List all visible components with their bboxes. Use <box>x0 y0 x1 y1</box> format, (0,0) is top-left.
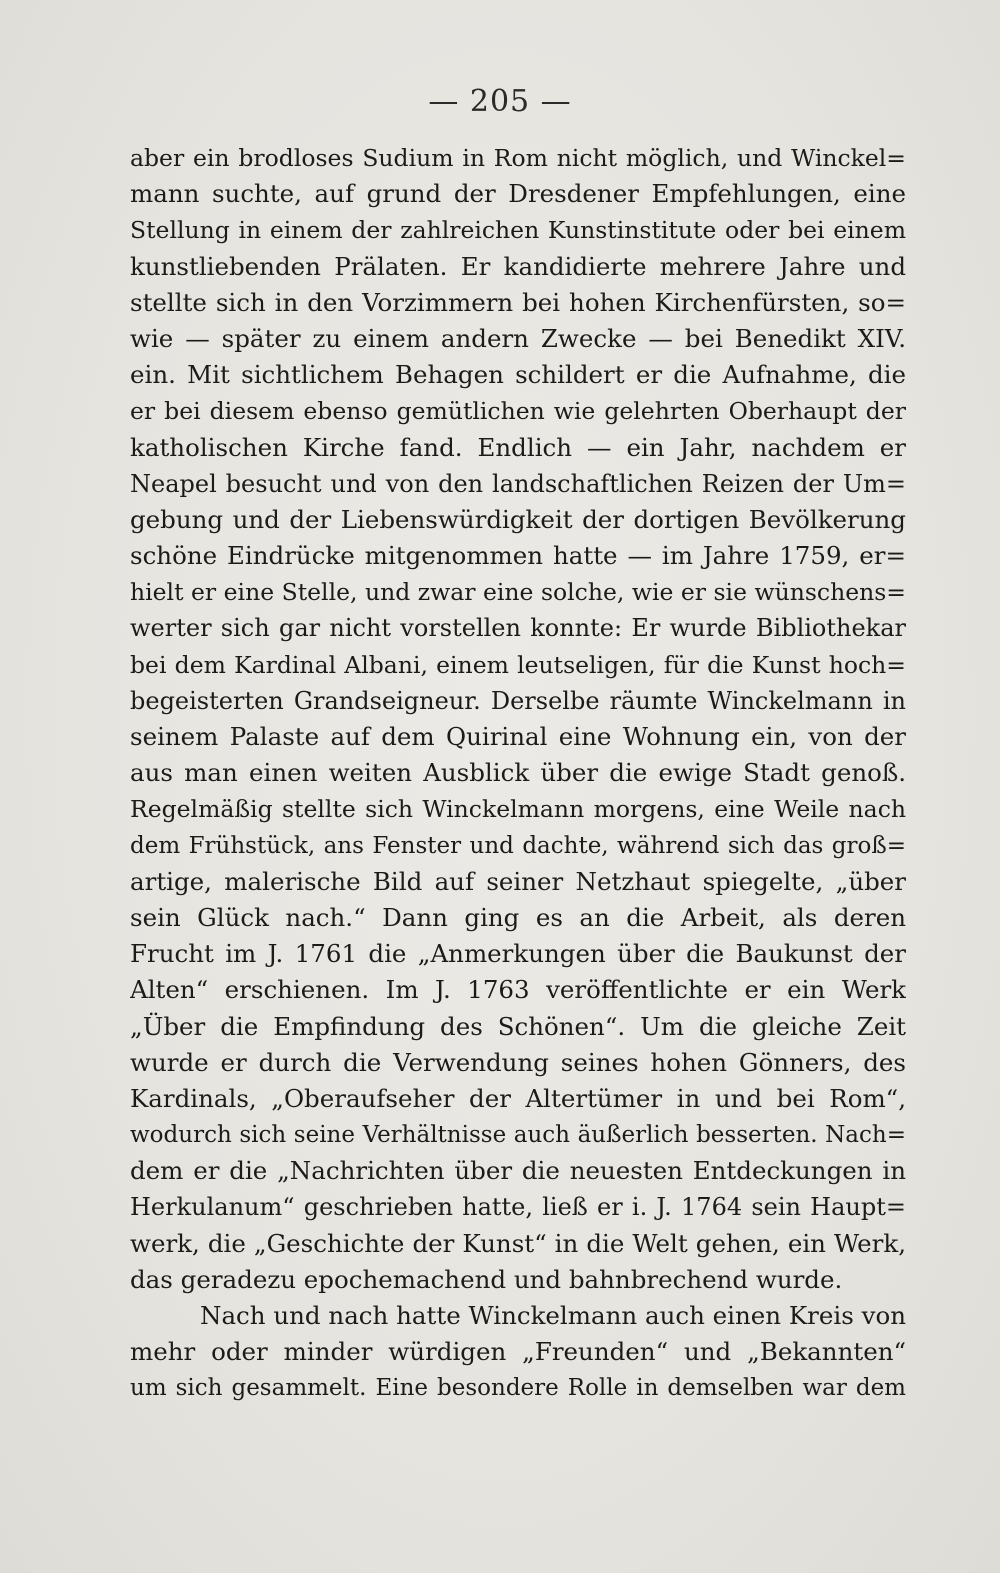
text-line: artige, malerische Bild auf seiner Netzhaut spiegelte, „über <box>130 866 906 896</box>
body-text <box>130 140 906 1407</box>
text-line: dem Frühstück, ans Fenster und dachte, während sich das groß= <box>130 832 906 859</box>
text-line: dem er die „Nachrichten über die neuesten Entdeckungen in <box>130 1156 906 1186</box>
text-line: um sich gesammelt. Eine besondere Rolle in demselben war dem <box>130 1375 906 1402</box>
text-line: Herkulanum“ geschrieben hatte, ließ er i. J. 1764 sein Haupt= <box>130 1193 906 1222</box>
text-line: wurde er durch die Verwendung seines hohen Gönners, des <box>130 1047 906 1077</box>
text-line: kunstliebenden Prälaten. Er kandidierte mehrere Jahre und <box>130 251 906 281</box>
text-line: Nach und nach hatte Winckelmann auch einen Kreis von <box>200 1301 906 1330</box>
text-line: mann suchte, auf grund der Dresdener Empfehlungen, eine <box>130 179 906 209</box>
text-line: begeisterten Grandseigneur. Derselbe räumte Winckelmann in <box>130 686 906 715</box>
text-line: wodurch sich seine Verhältnisse auch äußerlich besserten. Nach= <box>130 1122 906 1149</box>
text-line: stellte sich in den Vorzimmern bei hohen Kirchenfürsten, so= <box>130 287 906 317</box>
text-line: bei dem Kardinal Albani, einem leutseligen, für die Kunst hoch= <box>130 650 906 679</box>
text-line: schöne Eindrücke mitgenommen hatte — im Jahre 1759, er= <box>130 541 906 571</box>
text-line: aus man einen weiten Ausblick über die ewige Stadt genoß. <box>130 758 906 788</box>
text-line: Regelmäßig stellte sich Winckelmann morgens, eine Weile nach <box>130 795 906 824</box>
text-line: sein Glück nach.“ Dann ging es an die Arbeit, als deren <box>130 902 906 932</box>
text-line: mehr oder minder würdigen „Freunden“ und „Bekannten“ <box>130 1337 906 1367</box>
text-line: er bei diesem ebenso gemütlichen wie gelehrten Oberhaupt der <box>130 397 906 426</box>
text-line: werk, die „Geschichte der Kunst“ in die Welt gehen, ein Werk, <box>130 1228 906 1258</box>
text-line: „Über die Empfindung des Schönen“. Um die gleiche Zeit <box>130 1011 906 1041</box>
text-line: das geradezu epochemachend und bahnbrechend wurde. <box>130 1264 843 1294</box>
text-line: werter sich gar nicht vorstellen konnte: Er wurde Bibliothekar <box>130 614 906 643</box>
text-line: hielt er eine Stelle, und zwar eine solche, wie er sie wünschens= <box>130 578 906 607</box>
text-line: Kardinals, „Oberaufseher der Altertümer in und bei Rom“, <box>130 1083 906 1113</box>
page-number: — 205 — <box>428 84 572 119</box>
text-line: katholischen Kirche fand. Endlich — ein Jahr, nachdem er <box>130 432 906 462</box>
text-line: Stellung in einem der zahlreichen Kunstinstitute oder bei einem <box>130 216 906 245</box>
text-line: wie — später zu einem andern Zwecke — bei Benedikt XIV. <box>130 323 906 353</box>
text-line: Alten“ erschienen. Im J. 1763 veröffentlichte er ein Werk <box>130 975 906 1005</box>
text-line: gebung und der Liebenswürdigkeit der dortigen Bevölkerung <box>130 504 906 534</box>
text-line: ein. Mit sichtlichem Behagen schildert er die Aufnahme, die <box>130 360 906 390</box>
text-line: Neapel besucht und von den landschaftlichen Reizen der Um= <box>130 469 906 498</box>
text-line: aber ein brodloses Sudium in Rom nicht möglich, und Winckel= <box>130 144 906 172</box>
text-line: Frucht im J. 1761 die „Anmerkungen über die Baukunst der <box>130 939 906 969</box>
text-line: seinem Palaste auf dem Quirinal eine Wohnung ein, von der <box>130 722 906 751</box>
